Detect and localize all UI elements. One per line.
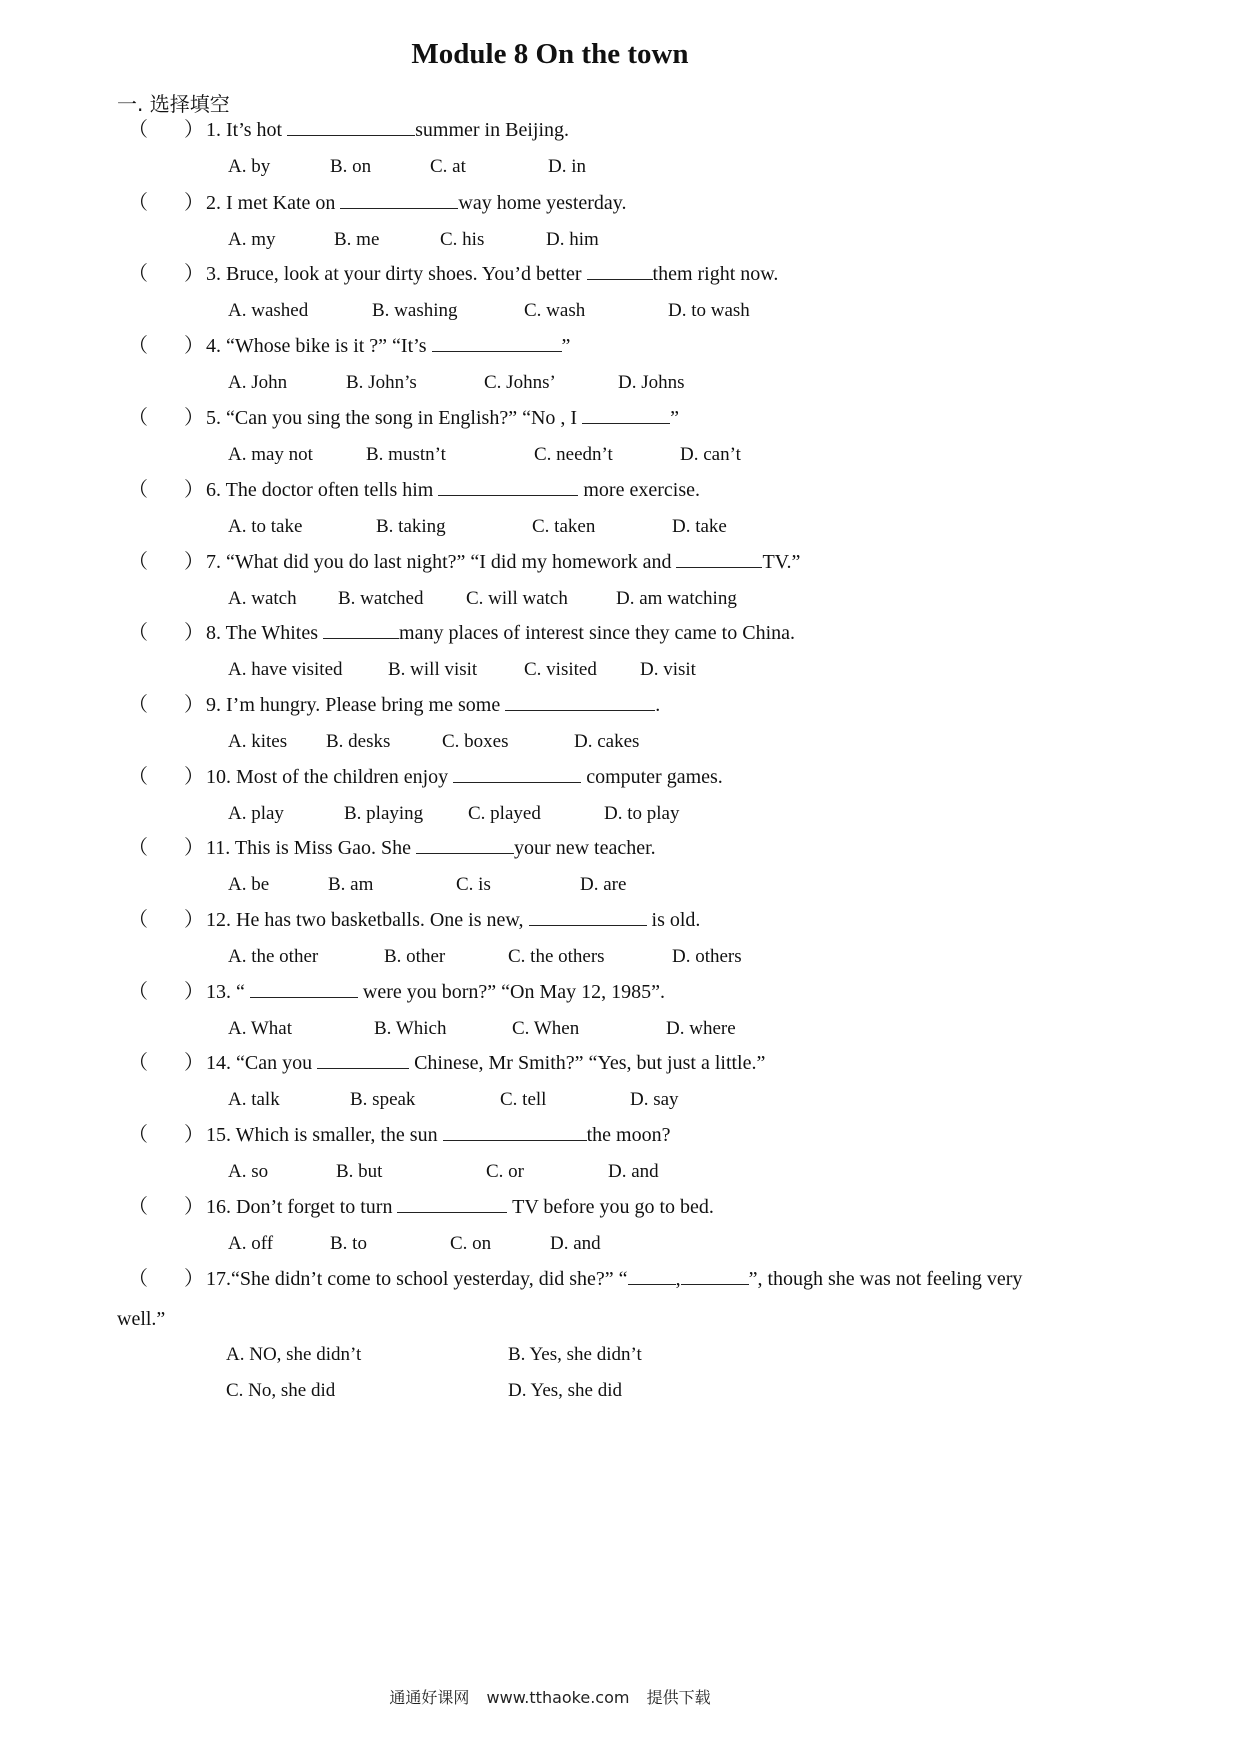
option-d: D. to play: [604, 803, 680, 824]
option-a: A. off: [228, 1233, 274, 1254]
question-stem: 16. Don’t forget to turn TV before you go to bed.: [206, 1190, 714, 1224]
question-stem: 17.“She didn’t come to school yesterday, did she?” “ , ”, though she was not feeling very: [206, 1262, 1022, 1296]
answer-blank: [681, 1264, 749, 1285]
question-stem: 9. I’m hungry. Please bring me some .: [206, 688, 660, 722]
option-c: C. the others: [508, 946, 605, 967]
option-a: A. may not: [228, 444, 313, 465]
option-c: C. visited: [524, 659, 597, 680]
answer-blank: [505, 690, 655, 711]
question-stem: 1. It’s hot summer in Beijing.: [206, 113, 569, 147]
question-stem: 7. “What did you do last night?” “I did my homework and TV.”: [206, 545, 800, 579]
option-c: C. boxes: [442, 731, 509, 752]
answer-blank: [317, 1048, 409, 1069]
option-a: A. talk: [228, 1089, 280, 1110]
question-stem: 2. I met Kate on way home yesterday.: [206, 186, 627, 220]
option-d: D. Yes, she did: [508, 1380, 623, 1401]
answer-blank: [529, 905, 647, 926]
answer-blank: [287, 115, 415, 136]
option-b: B. watched: [338, 588, 424, 609]
option-c: C. taken: [532, 516, 596, 537]
question-9: （ ） 9. I’m hungry. Please bring me some . A. kites B. desks C. boxes D. cakes: [0, 688, 1240, 768]
question-4: （ ） 4. “Whose bike is it ?” “It’s ” A. John B. John’s C. Johns’ D. Johns: [0, 329, 1240, 409]
option-a: A. my: [228, 229, 276, 250]
question-2: （ ） 2. I met Kate on way home yesterday. A. my B. me C. his D. him: [0, 186, 1240, 266]
option-d: D. am watching: [616, 588, 737, 609]
option-c: C. When: [512, 1018, 580, 1039]
question-stem: 8. The Whites many places of interest since they came to China.: [206, 616, 795, 650]
answer-blank: [340, 188, 458, 209]
question-8: （ ） 8. The Whites many places of interest since they came to China. A. have visited B. will visit C. visited D. visit: [0, 616, 1240, 696]
option-b: B. am: [328, 874, 374, 895]
option-d: D. are: [580, 874, 627, 895]
question-5: （ ） 5. “Can you sing the song in English?” “No , I ” A. may not B. mustn’t C. needn’t D. can’t: [0, 401, 1240, 481]
answer-blank: [453, 762, 581, 783]
option-a: A. watch: [228, 588, 297, 609]
question-15: （ ） 15. Which is smaller, the sun the moon? A. so B. but C. or D. and: [0, 1118, 1240, 1198]
option-c: C. is: [456, 874, 491, 895]
answer-blank: [582, 403, 670, 424]
option-b: B. other: [384, 946, 446, 967]
page-title: Module 8 On the town: [411, 38, 689, 70]
answer-blank: [438, 475, 578, 496]
option-c: C. or: [486, 1161, 524, 1182]
option-a: A. the other: [228, 946, 319, 967]
question-10: （ ） 10. Most of the children enjoy computer games. A. play B. playing C. played D. to play: [0, 760, 1240, 840]
option-a: A. play: [228, 803, 284, 824]
option-a: A. by: [228, 156, 271, 177]
answer-blank: [250, 977, 358, 998]
question-stem: 5. “Can you sing the song in English?” “No , I ”: [206, 401, 679, 435]
option-b: B. taking: [376, 516, 446, 537]
answer-blank: [323, 618, 399, 639]
option-a: A. NO, she didn’t: [226, 1344, 362, 1365]
answer-blank: [628, 1264, 676, 1285]
footer: [0, 1685, 1240, 1708]
question-stem-continuation: well.”: [117, 1308, 166, 1330]
option-d: D. can’t: [680, 444, 741, 465]
option-c: C. Johns’: [484, 372, 556, 393]
option-d: D. him: [546, 229, 599, 250]
question-stem: 13. “ were you born?” “On May 12, 1985”.: [206, 975, 665, 1009]
question-stem: 12. He has two basketballs. One is new, is old.: [206, 903, 700, 937]
option-b: B. speak: [350, 1089, 416, 1110]
option-d: D. to wash: [668, 300, 750, 321]
option-c: C. tell: [500, 1089, 547, 1110]
option-b: B. me: [334, 229, 380, 250]
question-1: （ ） 1. It’s hot summer in Beijing. A. by B. on C. at D. in: [0, 113, 1240, 193]
option-c: C. No, she did: [226, 1380, 336, 1401]
option-c: C. played: [468, 803, 541, 824]
answer-blank: [676, 547, 762, 568]
option-b: B. John’s: [346, 372, 417, 393]
option-d: D. Johns: [618, 372, 685, 393]
option-c: C. wash: [524, 300, 586, 321]
option-a: A. so: [228, 1161, 269, 1182]
answer-blank: [443, 1120, 587, 1141]
option-d: D. where: [666, 1018, 736, 1039]
question-6: （ ） 6. The doctor often tells him more exercise. A. to take B. taking C. taken D. take: [0, 473, 1240, 553]
question-stem: 6. The doctor often tells him more exercise.: [206, 473, 700, 507]
option-a: A. washed: [228, 300, 309, 321]
question-16: （ ） 16. Don’t forget to turn TV before you go to bed. A. off B. to C. on D. and: [0, 1190, 1240, 1270]
option-a: A. John: [228, 372, 288, 393]
option-c: C. his: [440, 229, 485, 250]
question-stem: 4. “Whose bike is it ?” “It’s ”: [206, 329, 570, 363]
question-3: （ ） 3. Bruce, look at your dirty shoes. You’d better them right now. A. washed B. washing C. wash D. to wash: [0, 257, 1240, 337]
option-a: A. What: [228, 1018, 293, 1039]
question-stem: 14. “Can you Chinese, Mr Smith?” “Yes, but just a little.”: [206, 1046, 765, 1080]
option-b: B. will visit: [388, 659, 478, 680]
question-stem: 15. Which is smaller, the sun the moon?: [206, 1118, 670, 1152]
question-12: （ ） 12. He has two basketballs. One is new, is old. A. the other B. other C. the others D. others: [0, 903, 1240, 983]
option-d: D. others: [672, 946, 742, 967]
option-d: D. and: [608, 1161, 659, 1182]
option-b: B. playing: [344, 803, 424, 824]
option-c: C. will watch: [466, 588, 568, 609]
answer-blank: [587, 259, 653, 280]
option-b: B. but: [336, 1161, 383, 1182]
option-a: A. have visited: [228, 659, 343, 680]
question-14: （ ） 14. “Can you Chinese, Mr Smith?” “Yes, but just a little.” A. talk B. speak C. tell D. say: [0, 1046, 1240, 1126]
option-a: A. be: [228, 874, 270, 895]
option-d: D. take: [672, 516, 727, 537]
option-d: D. in: [548, 156, 586, 177]
option-d: D. cakes: [574, 731, 640, 752]
option-b: B. on: [330, 156, 372, 177]
question-11: （ ） 11. This is Miss Gao. She your new teacher. A. be B. am C. is D. are: [0, 831, 1240, 911]
footer-site-name: 通通好课网: [389, 1688, 470, 1707]
answer-blank: [432, 331, 562, 352]
answer-blank: [397, 1192, 507, 1213]
option-d: D. visit: [640, 659, 696, 680]
option-a: A. kites: [228, 731, 288, 752]
footer-url[interactable]: www.tthaoke.com: [486, 1688, 630, 1707]
question-13: （ ） 13. “ were you born?” “On May 12, 1985”. A. What B. Which C. When D. where: [0, 975, 1240, 1055]
option-d: D. and: [550, 1233, 601, 1254]
question-stem: 11. This is Miss Gao. She your new teacher.: [206, 831, 656, 865]
question-stem: 3. Bruce, look at your dirty shoes. You’d better them right now.: [206, 257, 778, 291]
question-17: （ ） 17.“She didn’t come to school yesterday, did she?” “ , ”, though she was not feeling very well.” A. NO, she didn’t B. Yes, she didn’t C. No, she did D. Yes, she did: [0, 1262, 1240, 1342]
option-d: D. say: [630, 1089, 679, 1110]
option-c: C. on: [450, 1233, 492, 1254]
option-b: B. washing: [372, 300, 458, 321]
option-b: B. desks: [326, 731, 391, 752]
option-c: C. at: [430, 156, 466, 177]
option-b: B. Which: [374, 1018, 447, 1039]
section-title: 一. 选择填空: [117, 92, 230, 116]
option-b: B. to: [330, 1233, 367, 1254]
question-7: （ ） 7. “What did you do last night?” “I did my homework and TV.” A. watch B. watched C. will watch D. am watching: [0, 545, 1240, 625]
question-stem: 10. Most of the children enjoy computer games.: [206, 760, 723, 794]
answer-blank: [416, 833, 514, 854]
option-b: B. mustn’t: [366, 444, 446, 465]
footer-note: 提供下载: [646, 1688, 711, 1707]
option-a: A. to take: [228, 516, 303, 537]
option-b: B. Yes, she didn’t: [508, 1344, 642, 1365]
option-c: C. needn’t: [534, 444, 613, 465]
